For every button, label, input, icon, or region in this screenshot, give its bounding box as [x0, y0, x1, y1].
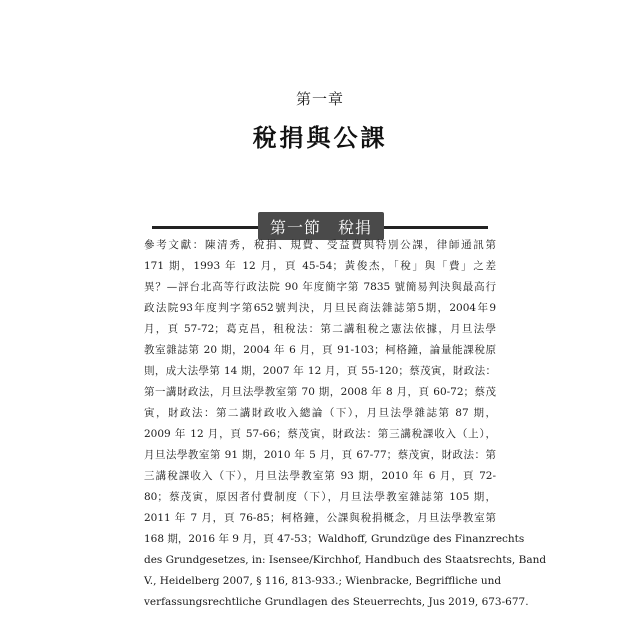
chapter-number: 第一章	[295, 90, 344, 108]
reference-line: V., Heidelberg 2007, § 116, 813-933.; Wienbracke, Begriffliche und	[144, 575, 502, 587]
chapter-title: 稅捐與公課	[252, 124, 388, 152]
reference-line: verfassungsrechtliche Grundlagen des Steuerrechts, Jus 2019, 673-677.	[144, 596, 529, 608]
reference-line: des Grundgesetzes, in: Isensee/Kirchhof, Handbuch des Staatsrechts, Band	[144, 554, 547, 566]
reference-line: 寅，財政法：第二講財政收入總論（下），月旦法學雜誌第 87 期，	[144, 407, 496, 419]
reference-line: 教室雜誌第 20 期，2004 年 6 月，頁 91-103；柯格鐘，論量能課稅原	[144, 344, 496, 356]
reference-line: 168 期，2016 年 9 月，頁 47-53；Waldhoff, Grundzüge des Finanzrechts	[144, 533, 525, 545]
reference-line: 80；蔡茂寅，原因者付費制度（下），月旦法學教室雜誌第 105 期，	[144, 491, 496, 503]
section-title: 第一節 稅捐	[269, 218, 372, 237]
reference-line: 月旦法學教室第 91 期，2010 年 5 月，頁 67-77；蔡茂寅，財政法：第	[144, 449, 496, 461]
reference-line: 三講稅課收入（下），月旦法學教室第 93 期，2010 年 6 月，頁 72-	[144, 470, 496, 482]
reference-line: 171 期，1993 年 12 月，頁 45-54；黃俊杰，「稅」與「費」之差	[144, 260, 496, 272]
reference-line: 月，頁 57-72；葛克昌，租稅法：第二講租稅之憲法依據，月旦法學	[144, 323, 496, 335]
reference-line: 則，成大法學第 14 期，2007 年 12 月，頁 55-120；蔡茂寅，財政法：	[144, 365, 496, 377]
reference-line: 異？—評台北高等行政法院 90 年度簡字第 7835 號簡易判決與最高行	[144, 281, 496, 293]
reference-line: 2011 年 7 月，頁 76-85；柯格鐘，公課與稅捐概念，月旦法學教室第	[144, 512, 496, 524]
reference-line: 2009 年 12 月，頁 57-66；蔡茂寅，財政法：第三講稅課收入（上），	[144, 428, 496, 440]
reference-line: 第一講財政法，月旦法學教室第 70 期，2008 年 8 月，頁 60-72；蔡茂	[144, 386, 496, 398]
reference-line: 政法院93年度判字第652號判決，月旦民商法雜誌第5期，2004年9	[144, 302, 496, 314]
reference-line: 參考文獻：陳清秀，稅捐、規費、受益費與特別公課，律師通訊第	[144, 239, 496, 251]
